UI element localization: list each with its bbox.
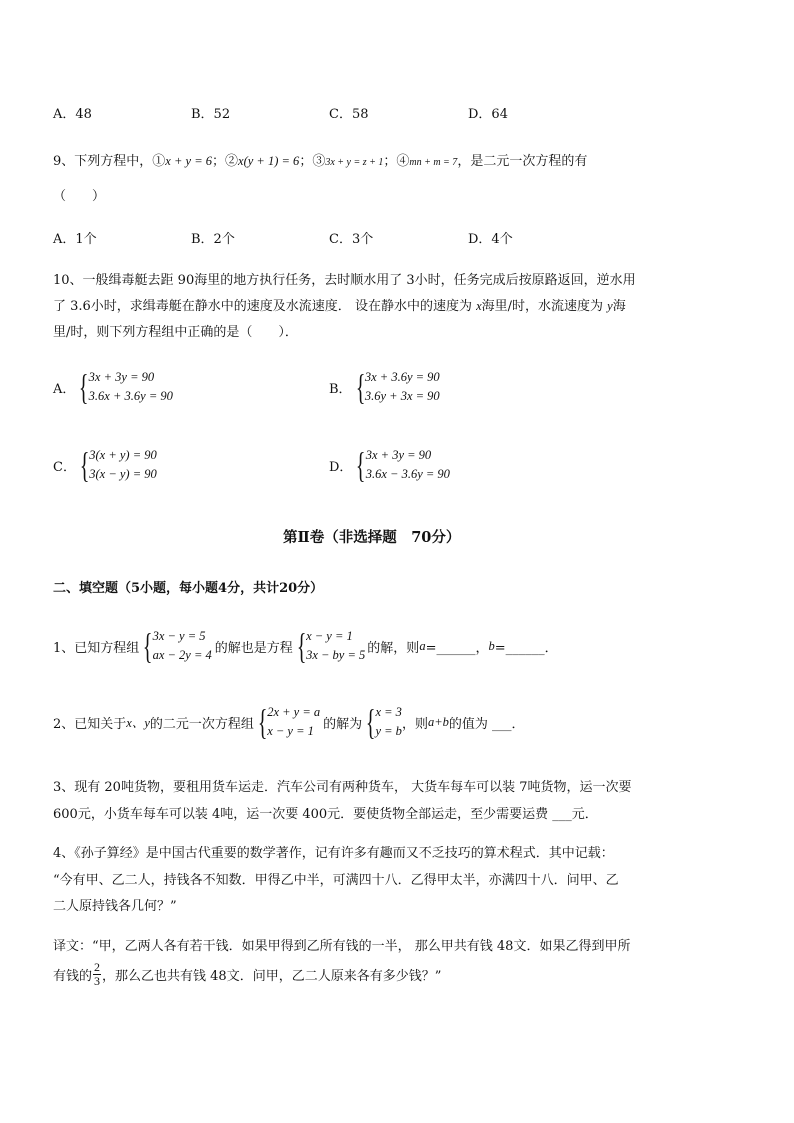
brace-icon: { <box>79 367 89 407</box>
q10-option-a-label: A． <box>53 381 76 397</box>
brace-icon: { <box>79 445 90 485</box>
fill1-mid: 的解也是方程 <box>214 640 293 656</box>
q10-line2c: 海 <box>612 299 626 314</box>
q9-paren: （ ） <box>53 189 106 204</box>
section-subtitle: 二、填空题（5小题，每小题4分，共计20分） <box>53 581 324 596</box>
q9-eq1: x + y = 6 <box>165 154 212 168</box>
brace-icon: { <box>356 445 366 485</box>
fill1-sysB-eq2: 3x − by = 5 <box>306 648 366 662</box>
q10-line2a: 了 3.6小时，求缉毒艇在静水中的速度及水流速度． 设在静水中的速度为 <box>53 299 477 314</box>
q9-eq3: 3x + y = z + 1 <box>325 157 384 168</box>
q10-a-eq2: 3.6x + 3.6y = 90 <box>88 389 173 403</box>
q10-option-c <box>53 446 157 484</box>
brace-icon: { <box>257 702 268 742</box>
q10-b-eq1: 3x + 3.6y = 90 <box>364 370 440 384</box>
fill1-blank-a: =______， <box>425 640 489 656</box>
fill1-prefix: 1、已知方程组 <box>53 640 140 656</box>
q8-option-b: B．52 <box>191 107 231 122</box>
fill2-sysA-eq2: x − y = 1 <box>267 724 314 738</box>
brace-icon: { <box>355 367 365 407</box>
fraction-numerator: 2 <box>94 960 101 974</box>
q9-option-a: A．1个 <box>53 232 97 247</box>
q9-sep3: ；④ <box>383 154 410 169</box>
q9-sep2: ；③ <box>299 154 326 169</box>
fill4-line4: 译文：“甲，乙两人各有若干钱．如果甲得到乙所有钱的一半， 那么甲共有钱 48文．如果乙得到甲所 <box>53 939 631 954</box>
q10-option-b-label: B． <box>329 381 352 397</box>
fill1-sysA-eq2: ax − 2y = 4 <box>152 648 212 662</box>
q10-option-a <box>53 368 173 406</box>
q10-line2b: 海里/时，水流速度为 <box>481 299 608 314</box>
q10-var-x: x <box>476 299 482 313</box>
fill2-sysA-eq1: 2x + y = a <box>267 705 321 719</box>
q9-sep1: ；② <box>212 154 239 169</box>
q9-prefix: 9、下列方程中，① <box>53 154 166 169</box>
q10-b-eq2: 3.6y + 3x = 90 <box>364 389 440 403</box>
fill4-line3: 二人原持钱各几何？” <box>53 899 177 914</box>
fill3-line2: 600元，小货车每车可以装 4吨，运一次要 400元．要使货物全部运走，至少需要运费 ___元． <box>53 807 598 822</box>
section-title: 第Ⅱ卷（非选择题 70分） <box>283 529 461 546</box>
q9-suffix: ，是二元一次方程的有 <box>457 154 588 169</box>
q10-line1: 10、一般缉毒艇去距 90海里的地方执行任务，去时顺水用了 3小时，任务完成后按原路返回，逆水用 <box>53 273 636 288</box>
q10-a-eq1: 3x + 3y = 90 <box>88 370 155 384</box>
q10-c-eq1: 3(x + y) = 90 <box>89 448 157 462</box>
q9-eq2: x(y + 1) = 6 <box>238 154 300 168</box>
q9-eq4: mn + m = 7 <box>409 157 458 168</box>
fill4-line2: “今有甲、乙二人，持钱各不知数．甲得乙中半，可满四十八．乙得甲太半，亦满四十八．问甲、乙 <box>53 873 619 888</box>
q10-c-eq2: 3(x − y) = 90 <box>89 467 157 481</box>
fill2-sysB-eq2: y = b <box>375 724 402 738</box>
fraction <box>93 961 101 988</box>
q10-option-c-label: C． <box>53 459 76 475</box>
fill1-sysA-eq1: 3x − y = 5 <box>152 629 206 643</box>
fill1-blank-b: =______． <box>494 640 558 656</box>
q8-option-d: D．64 <box>468 107 508 122</box>
q8-option-c: C．58 <box>329 107 369 122</box>
fill4-line5a: 有钱的 <box>53 969 93 984</box>
q10-var-y: y <box>607 299 613 313</box>
fill1-var-a: a <box>419 638 426 653</box>
fill2-expr: a+b <box>427 714 449 729</box>
fill2-mid2: 的解为 <box>323 716 363 732</box>
q9-option-d: D．4个 <box>468 232 513 247</box>
fill2-mid3: ，则 <box>401 716 428 732</box>
brace-icon: { <box>296 626 307 666</box>
q9-stem <box>53 150 587 169</box>
fill3-line1: 3、现有 20吨货物，要租用货车运走．汽车公司有两种货车， 大货车每车可以装 7吨货物，运一次要 <box>53 780 632 795</box>
q9-option-b: B．2个 <box>191 232 235 247</box>
fill1-suffix: 的解，则 <box>367 640 420 656</box>
fill4-line1: 4、《孙子算经》是中国古代重要的数学著作，记有许多有趣而又不乏技巧的算术程式．其中记载： <box>53 846 614 861</box>
q10-option-d-label: D． <box>329 459 353 475</box>
q8-option-a: A．48 <box>53 107 92 122</box>
fill2-suffix: 的值为 ___． <box>448 716 525 732</box>
fill2-mid1: 的二元一次方程组 <box>149 716 254 732</box>
fill-1 <box>53 627 558 665</box>
q9-option-c: C．3个 <box>329 232 374 247</box>
fill4-line5b: ，那么乙也共有钱 48文．问甲，乙二人原来各有多少钱？” <box>102 969 442 984</box>
q10-option-b <box>329 368 440 406</box>
fill2-vars: x、y <box>126 716 150 730</box>
fill2-sysB-eq1: x = 3 <box>375 705 402 719</box>
q10-option-d <box>329 446 450 484</box>
fill1-sysB-eq1: x − y = 1 <box>306 629 353 643</box>
fill-2 <box>53 703 525 741</box>
brace-icon: { <box>143 626 153 666</box>
fill4-line5 <box>53 961 441 988</box>
q10-line3: 里/时，则下列方程组中正确的是（ ）． <box>53 325 298 340</box>
q10-d-eq2: 3.6x − 3.6y = 90 <box>365 467 450 481</box>
fill2-prefix: 2、已知关于 <box>53 716 127 732</box>
q10-line2 <box>53 295 626 314</box>
fraction-denominator: 3 <box>94 974 101 988</box>
brace-icon: { <box>366 702 376 742</box>
fill1-var-b: b <box>488 638 495 653</box>
q10-d-eq1: 3x + 3y = 90 <box>365 448 432 462</box>
